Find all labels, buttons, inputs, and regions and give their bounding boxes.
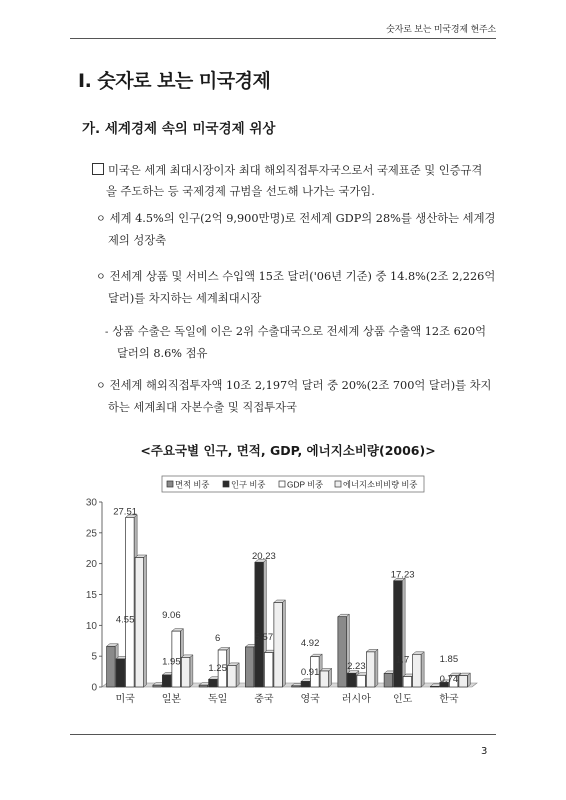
data-label: 5.57 xyxy=(254,632,274,644)
data-label: 0.74 xyxy=(439,673,459,685)
bullet-line1: 전세계 상품 및 서비스 수입액 15조 달러('06년 기준) 중 14.8%(2조 2,226억 xyxy=(109,270,496,283)
bullet-line2: 제의 성장축 xyxy=(108,234,167,247)
header-rule xyxy=(70,38,496,39)
legend-label: 면적 비중 xyxy=(175,479,210,490)
bar-side xyxy=(329,668,332,687)
data-label: 20.23 xyxy=(251,551,276,563)
bar xyxy=(255,562,264,687)
bar xyxy=(116,659,125,687)
chapter-title: Ⅰ. 숫자로 보는 미국경제 xyxy=(78,70,271,92)
bullet-item xyxy=(96,208,512,251)
x-tick-label: 일본 xyxy=(161,694,182,705)
bar xyxy=(274,603,283,687)
bar xyxy=(199,685,208,687)
bar-side xyxy=(236,663,239,687)
bullet-marker: ㅇ xyxy=(96,381,106,392)
bar xyxy=(209,679,218,687)
data-label: 6 xyxy=(214,632,221,644)
dash-marker: - xyxy=(105,327,109,338)
bar-side xyxy=(375,649,378,687)
bar xyxy=(162,675,171,687)
bullet-line1: 상품 수출은 독일에 이은 2위 수출대국으로 전세계 상품 수출액 12조 620억 xyxy=(112,325,487,338)
data-label: 1.85 xyxy=(439,653,459,665)
bar xyxy=(413,654,422,687)
bar xyxy=(394,581,403,687)
bar xyxy=(107,646,116,687)
bullet-line2: 달러의 8.6% 점유 xyxy=(117,347,208,360)
bullet-item xyxy=(96,375,512,418)
bullet-line2: 달러)를 차지하는 세계최대시장 xyxy=(108,292,262,305)
y-tick-label: 25 xyxy=(85,528,97,540)
data-label: 1.95 xyxy=(162,656,181,668)
bullet-line2: 하는 세계최대 자본수출 및 직접투자국 xyxy=(108,401,297,414)
data-label: 17.23 xyxy=(390,569,415,581)
bullet-item xyxy=(96,266,512,309)
bar xyxy=(126,517,135,687)
x-tick-label: 인도 xyxy=(392,694,413,705)
bullet-line1: 세계 4.5%의 인구(2억 9,900만명)로 전세계 GDP의 28%를 생산하는 세계경 xyxy=(109,212,496,225)
bar xyxy=(153,685,162,687)
sub-bullet-item xyxy=(105,321,512,364)
legend-label: GDP 비중 xyxy=(287,479,324,490)
bar-side xyxy=(282,600,285,687)
x-tick-label: 영국 xyxy=(300,694,320,705)
legend-swatch xyxy=(279,481,285,487)
footer-rule xyxy=(70,734,496,735)
legend-swatch xyxy=(167,481,173,487)
legend-swatch xyxy=(335,481,341,487)
bar xyxy=(181,657,190,687)
legend-swatch xyxy=(223,481,229,487)
bar xyxy=(292,686,301,687)
bar xyxy=(403,677,412,687)
legend-label: 에너지소비비량 비중 xyxy=(343,479,418,490)
bar xyxy=(430,686,439,687)
data-label: 4.92 xyxy=(300,637,320,649)
data-label: 4.55 xyxy=(115,614,135,626)
main-paragraph-line1: 미국은 세계 최대시장이자 최대 해외직접투자국으로서 국제표준 및 인증규격 xyxy=(108,164,483,177)
legend-label: 인구 비중 xyxy=(231,479,266,490)
x-tick-label: 미국 xyxy=(115,694,135,705)
section-title: 가. 세계경제 속의 미국경제 위상 xyxy=(82,121,276,137)
y-tick-label: 20 xyxy=(85,559,97,571)
chart-title: <주요국별 인구, 면적, GDP, 에너지소비량(2006)> xyxy=(140,443,436,458)
bar xyxy=(264,653,273,687)
bar-chart xyxy=(80,470,480,720)
data-label: 27.51 xyxy=(113,506,138,518)
bar-side xyxy=(421,652,424,687)
bullet-line1: 전세계 해외직접투자액 10조 2,197억 달러 중 20%(2조 700억 달러)를 차지 xyxy=(109,379,492,392)
bar-side xyxy=(402,578,405,687)
main-paragraph-line2: 을 주도하는 등 국제경제 규범을 선도해 나가는 국가임. xyxy=(106,185,375,198)
y-tick-label: 30 xyxy=(85,497,97,509)
data-label: 0.91 xyxy=(300,666,320,678)
x-tick-label: 러시아 xyxy=(341,694,371,705)
bullet-marker: ㅇ xyxy=(96,272,106,283)
bar xyxy=(338,617,347,687)
data-label: 1.7 xyxy=(396,654,410,666)
y-tick-label: 15 xyxy=(85,590,97,601)
bar xyxy=(320,671,329,687)
main-paragraph xyxy=(92,160,512,202)
bullet-marker: ㅇ xyxy=(96,214,106,225)
x-tick-label: 한국 xyxy=(439,694,459,705)
bar xyxy=(384,673,393,687)
bar xyxy=(245,647,254,687)
data-label: 9.06 xyxy=(162,610,181,622)
bar xyxy=(228,665,237,687)
bar xyxy=(347,673,356,687)
bar-side xyxy=(190,655,193,687)
bar xyxy=(366,652,375,687)
checkbox-square-icon xyxy=(92,163,104,175)
x-tick-label: 독일 xyxy=(207,694,228,705)
bar xyxy=(135,558,144,688)
bar xyxy=(301,681,310,687)
data-label: 1.25 xyxy=(208,663,227,675)
bar xyxy=(357,675,366,687)
y-tick-label: 0 xyxy=(91,682,97,694)
y-tick-label: 10 xyxy=(85,620,97,632)
running-header: 숫자로 보는 미국경제 현주소 xyxy=(386,25,496,35)
data-label: 2.23 xyxy=(347,661,366,673)
bar-side xyxy=(144,555,147,687)
page-number: 3 xyxy=(481,746,488,757)
y-tick-label: 5 xyxy=(91,651,97,663)
bar xyxy=(459,676,468,687)
x-tick-label: 중국 xyxy=(254,694,274,705)
